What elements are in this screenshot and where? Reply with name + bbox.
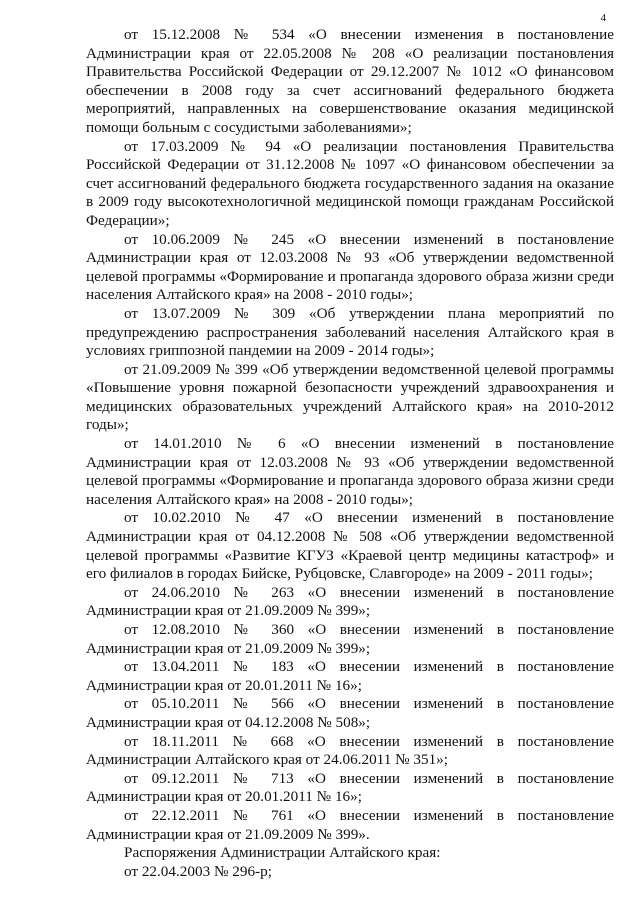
- paragraph-resolution-309: от 13.07.2009 № 309 «Об утверждении плана мероприятий по предупреждению распространения заболеваний населения Алтайского края в условиях гриппозной пандемии на 2009 - 2014 годы»;: [86, 304, 614, 360]
- paragraph-resolution-47: от 10.02.2010 № 47 «О внесении изменений в постановление Администрации края от 04.12.2008 № 508 «Об утверждении ведомственной целевой программы «Развитие КГУЗ «Краевой центр медицины катастроф» и его филиалов в городах Бийске, Рубцовске, Славгороде» на 2009 - 2011 годы»;: [86, 509, 614, 583]
- paragraph-resolution-245: от 10.06.2009 № 245 «О внесении изменений в постановление Администрации края от 12.03.2008 № 93 «Об утверждении ведомственной целевой программы «Формирование и пропаганда здорового образа жизни среди населения Алтайского края» на 2008 - 2010 годы»;: [86, 230, 614, 304]
- paragraph-resolution-534: от 15.12.2008 № 534 «О внесении изменения в постановление Администрации края от 22.05.2008 № 208 «О реализации постановления Правительства Российской Федерации от 29.12.2007 № 1012 «О финансовом обеспечении в 2008 году за счет ассигнований федерального бюджета мероприятий, направленных на совершенствование оказания медицинской помощи больным с сосудистыми заболеваниями»;: [86, 26, 614, 136]
- paragraph-order-296: от 22.04.2003 № 296-р;: [124, 862, 272, 880]
- paragraph-resolution-183: от 13.04.2011 № 183 «О внесении изменений в постановление Администрации края от 20.01.2011 № 16»;: [86, 658, 614, 694]
- paragraph-resolution-263: от 24.06.2010 № 263 «О внесении изменений в постановление Администрации края от 21.09.2009 № 399»;: [86, 583, 614, 620]
- paragraph-resolution-360: от 12.08.2010 № 360 «О внесении изменений в постановление Администрации края от 21.09.2009 № 399»;: [86, 621, 614, 657]
- paragraph-resolution-94: от 17.03.2009 № 94 «О реализации постановления Правительства Российской Федерации от 31.12.2008 № 1097 «О финансовом обеспечении за счет ассигнований федерального бюджета государственного задания на оказание в 2009 году высокотехнологичной медицинской помощи гражданам Российской Федерации»;: [86, 137, 614, 229]
- paragraph-resolution-566: от 05.10.2011 № 566 «О внесении изменений в постановление Администрации края от 04.12.2008 № 508»;: [86, 695, 614, 731]
- paragraph-resolution-761: от 22.12.2011 № 761 «О внесении изменений в постановление Администрации края от 21.09.2009 № 399».: [86, 806, 614, 843]
- page-number: 4: [600, 12, 606, 24]
- paragraph-resolution-668: от 18.11.2011 № 668 «О внесении изменений в постановление Администрации Алтайского края от 24.06.2011 № 351»;: [86, 732, 614, 769]
- paragraph-resolution-713: от 09.12.2011 № 713 «О внесении изменений в постановление Администрации края от 20.01.2011 № 16»;: [86, 769, 614, 806]
- paragraph-resolution-399: от 21.09.2009 № 399 «Об утверждении ведомственной целевой программы «Повышение уровня пожарной безопасности учреждений здравоохранения и медицинских образовательных учреждений Алтайского края» на 2010-2012 годы»;: [86, 360, 614, 434]
- section-heading-orders: Распоряжения Администрации Алтайского края:: [124, 844, 441, 862]
- paragraph-resolution-6: от 14.01.2010 № 6 «О внесении изменений в постановление Администрации края от 12.03.2008 № 93 «Об утверждении ведомственной целевой программы «Формирование и пропаганда здорового образа жизни среди населения Алтайского края» на 2008 - 2010 годы»;: [86, 435, 614, 508]
